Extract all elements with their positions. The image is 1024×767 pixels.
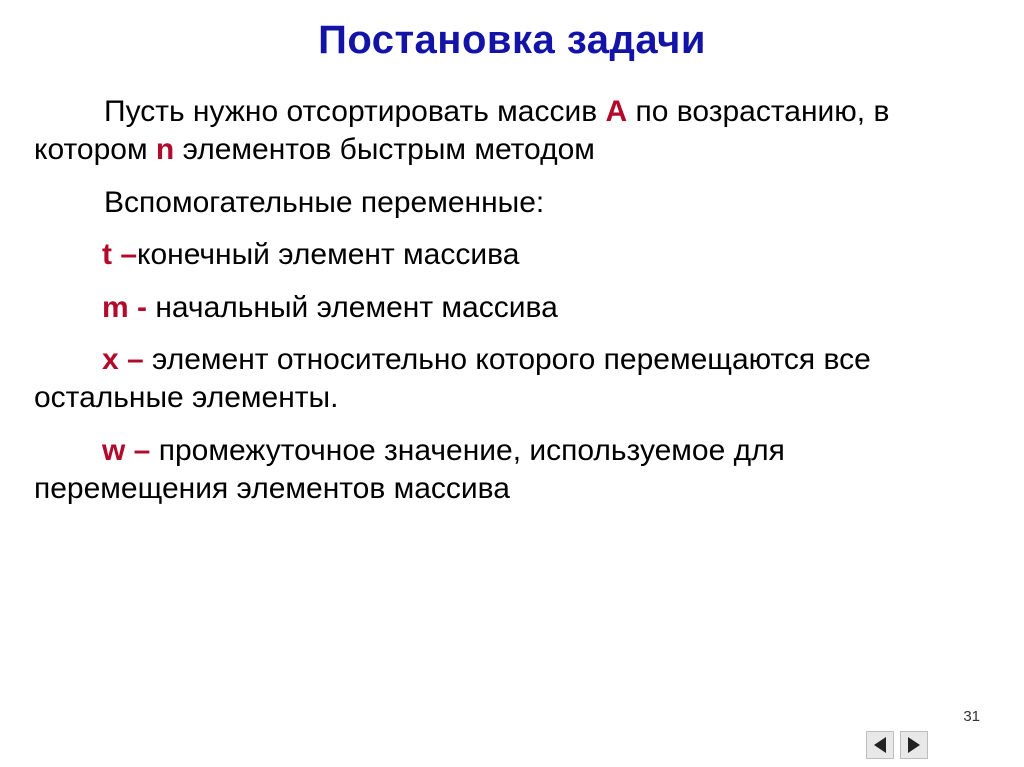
accent-term-t: t – bbox=[102, 238, 138, 272]
text-segment: промежуточное значение, используемое для перемещения элементов массива bbox=[34, 433, 785, 506]
next-slide-button[interactable] bbox=[900, 731, 928, 759]
accent-term-x: x – bbox=[102, 342, 153, 376]
accent-term-n: n bbox=[155, 133, 175, 167]
text-segment: конечный элемент массива bbox=[137, 238, 520, 272]
text-segment: элемент относительно которого перемещаются все остальные элементы. bbox=[34, 342, 871, 415]
paragraph-var-t bbox=[34, 236, 972, 274]
page-number: 31 bbox=[963, 708, 980, 725]
accent-term-m: m - bbox=[102, 290, 156, 324]
previous-slide-button[interactable] bbox=[866, 731, 894, 759]
text-segment: начальный элемент массива bbox=[155, 290, 558, 324]
paragraph-var-w bbox=[34, 432, 972, 509]
arrow-right-icon bbox=[908, 737, 920, 753]
navigation-controls bbox=[866, 731, 928, 759]
paragraph-aux-vars bbox=[34, 184, 972, 222]
paragraph-intro bbox=[34, 93, 972, 170]
slide-body bbox=[0, 63, 1024, 509]
text-segment: Пусть нужно отсортировать массив bbox=[104, 95, 606, 128]
text-segment: элементов быстрым методом bbox=[174, 133, 595, 167]
page-title: Постановка задачи bbox=[318, 18, 706, 62]
text-segment: Вспомогательные переменные: bbox=[104, 185, 545, 219]
arrow-left-icon bbox=[874, 737, 886, 753]
accent-term-a: A bbox=[605, 95, 628, 128]
paragraph-var-m bbox=[34, 289, 972, 327]
accent-term-w: w – bbox=[102, 433, 159, 467]
text-segment: по возрастанию, в котором bbox=[34, 95, 890, 167]
paragraph-var-x bbox=[34, 341, 972, 418]
